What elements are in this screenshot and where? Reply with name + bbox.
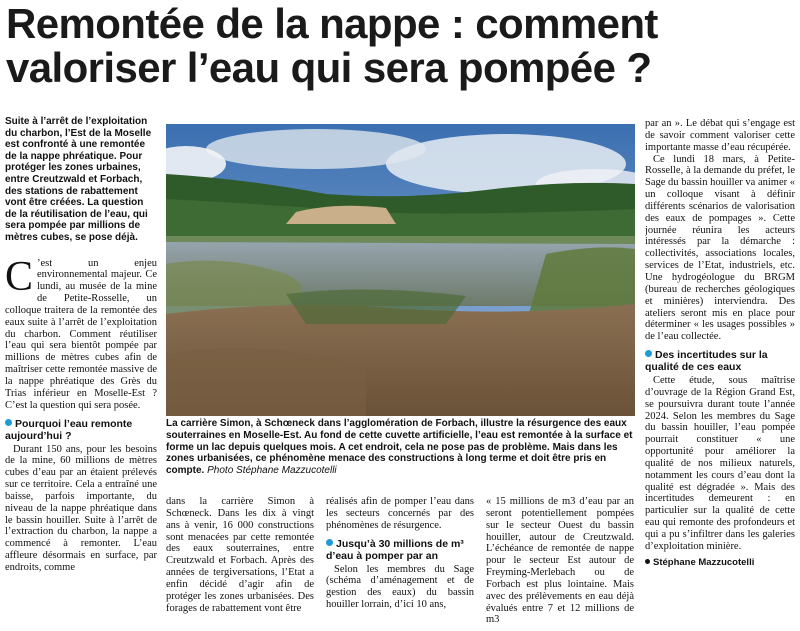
bullet-icon [326, 539, 333, 546]
column-1 [5, 116, 157, 631]
quarry-lake-photo [166, 124, 635, 416]
col3-text: réalisés afin de pomper l’eau dans les secteurs concernés par des phénomènes de résurgence. [326, 496, 474, 531]
subhead-30-millions: Jusqu’à 30 millions de m³ d’eau à pomper par an [326, 537, 464, 562]
intro-text: ’est un enjeu environnemental majeur. Ce lundi, au musée de la mine de Petite-Rosselle, un colloque traitera de la remontée des eaux suite à l’arrêt de l’exploitation du charbon. Comment réutiliser l’eau qui sera bientôt pompée par millions de mètres cubes afin de maîtriser cette remontée massive de la nappe phréatique des Grès du Trias inférieur en Moselle-Est ? C’est la question qui sera posée. [5, 257, 157, 411]
col5-p2: Ce lundi 18 mars, à Petite-Rosselle, à la demande du préfet, le Sage du bassin houiller va animer « un colloque visant à définir différents scénarios de valorisation des eaux de pompages ». Cette journée réunira les acteurs intéressés par la démarche : collectivités, associations locales, services de l’Etat, industriels, etc. Une hydrogéologue du BRGM (bureau de recherches géologiques et minières) interviendra. Des ateliers seront mis en place pour déterminer « les usages possibles » de l’eau collectée. [645, 153, 795, 343]
photo-credit: Photo Stéphane Mazzucotelli [207, 465, 337, 477]
subhead-incertitudes: Des incertitudes sur la qualité de ces eaux [645, 349, 768, 374]
dropcap: C [5, 253, 34, 300]
col4-text: « 15 millions de m3 d’eau par an seront potentiellement pompées sur le secteur Ouest du bassin houiller, autour de Creutzwald. L’échéance de remontée de nappe pour le secteur Est autour de Freyming-Merlebach ou de Forbach est plus lointaine. Mais avec des prélèvements en eau déjà évalués entre 7 et 12 millions de m3 [486, 496, 634, 626]
column-4 [486, 496, 634, 631]
photo-illustration [166, 124, 635, 416]
headline: Remontée de la nappe : comment valoriser l’eau qui sera pompée ? [6, 0, 658, 91]
column-2 [166, 496, 314, 631]
col3-text2: Selon les membres du Sage (schéma d’aménagement et de gestion des eaux) du bassin houiller lorrain, d’ici 10 ans, [326, 563, 474, 611]
author-signature: Stéphane Mazzucotelli [645, 557, 795, 569]
photo-caption [166, 418, 635, 477]
subhead-why: Pourquoi l’eau remonte aujourd’hui ? [5, 417, 133, 442]
bullet-icon [5, 419, 12, 426]
bullet-icon [645, 559, 650, 564]
col2-text: dans la carrière Simon à Schœneck. Dans les dix à vingt ans à venir, 16 000 constructions sont menacées par cette remontée des eaux souterraines, entre Creutzwald et Forbach. Après des années de tergiversations, l’Etat a enfin décidé d’agir afin de protéger les zones urbanisées. Des forages de rabattement vont être [166, 496, 314, 614]
chapo: Suite à l’arrêt de l’exploitation du charbon, l’Est de la Moselle est confronté à une remontée de la nappe phréatique. Pour protéger les zones urbaines, entre Creutzwald et Forbach, des stations de rabattement vont être créées. La question de la réutilisation de l’eau, qui sera pompée par millions de mètres cubes, se pose déjà. [5, 116, 152, 243]
col5-p3: Cette étude, sous maîtrise d’ouvrage de la Région Grand Est, se poursuivra durant toute l’année 2024. Selon les membres du Sage du bassin houiller, l’eau pompée pourrait constituer « une opportunité pour améliorer la qualité de nos milieux naturels, notamment les cours d’eau dont la qualité est dégradée ». Mais des incertitudes demeurent : en particulier sur la qualité de cette eau qui remonte des profondeurs et qui a pu s’infiltrer dans les galeries d’exploitation minière. [645, 375, 795, 552]
column-3 [326, 496, 474, 631]
column-5 [645, 118, 795, 631]
caption-text: La carrière Simon, à Schœneck dans l’agglomération de Forbach, illustre la résurgence des eaux souterraines en Moselle-Est. Au fond de cette cuvette artificielle, l’eau est remontée à la surface et forme un lac depuis quelques mois. A cet endroit, cela ne pose pas de problème. Mais dans les zones urbanisées, ce phénomène menace des constructions à long terme et doit être pris en compte. [166, 418, 633, 477]
bullet-icon [645, 350, 652, 357]
intro-paragraph [5, 253, 157, 412]
section1-text: Durant 150 ans, pour les besoins de la mine, 60 millions de mètres cubes d’eau par an étaient prélevés sur ce territoire. Cela a entraîné une baisse, parfois importante, du niveau de la nappe phréatique dans le bassin houiller. Suite à l’arrêt de l’extraction du charbon, la nappe a commencé à remonter. L’eau affleure désormais en surface, par endroits, comme [5, 443, 157, 573]
col5-p1: par an ». Le débat qui s’engage est de savoir comment valoriser cette importante masse d’eau récupérée. [645, 118, 795, 153]
